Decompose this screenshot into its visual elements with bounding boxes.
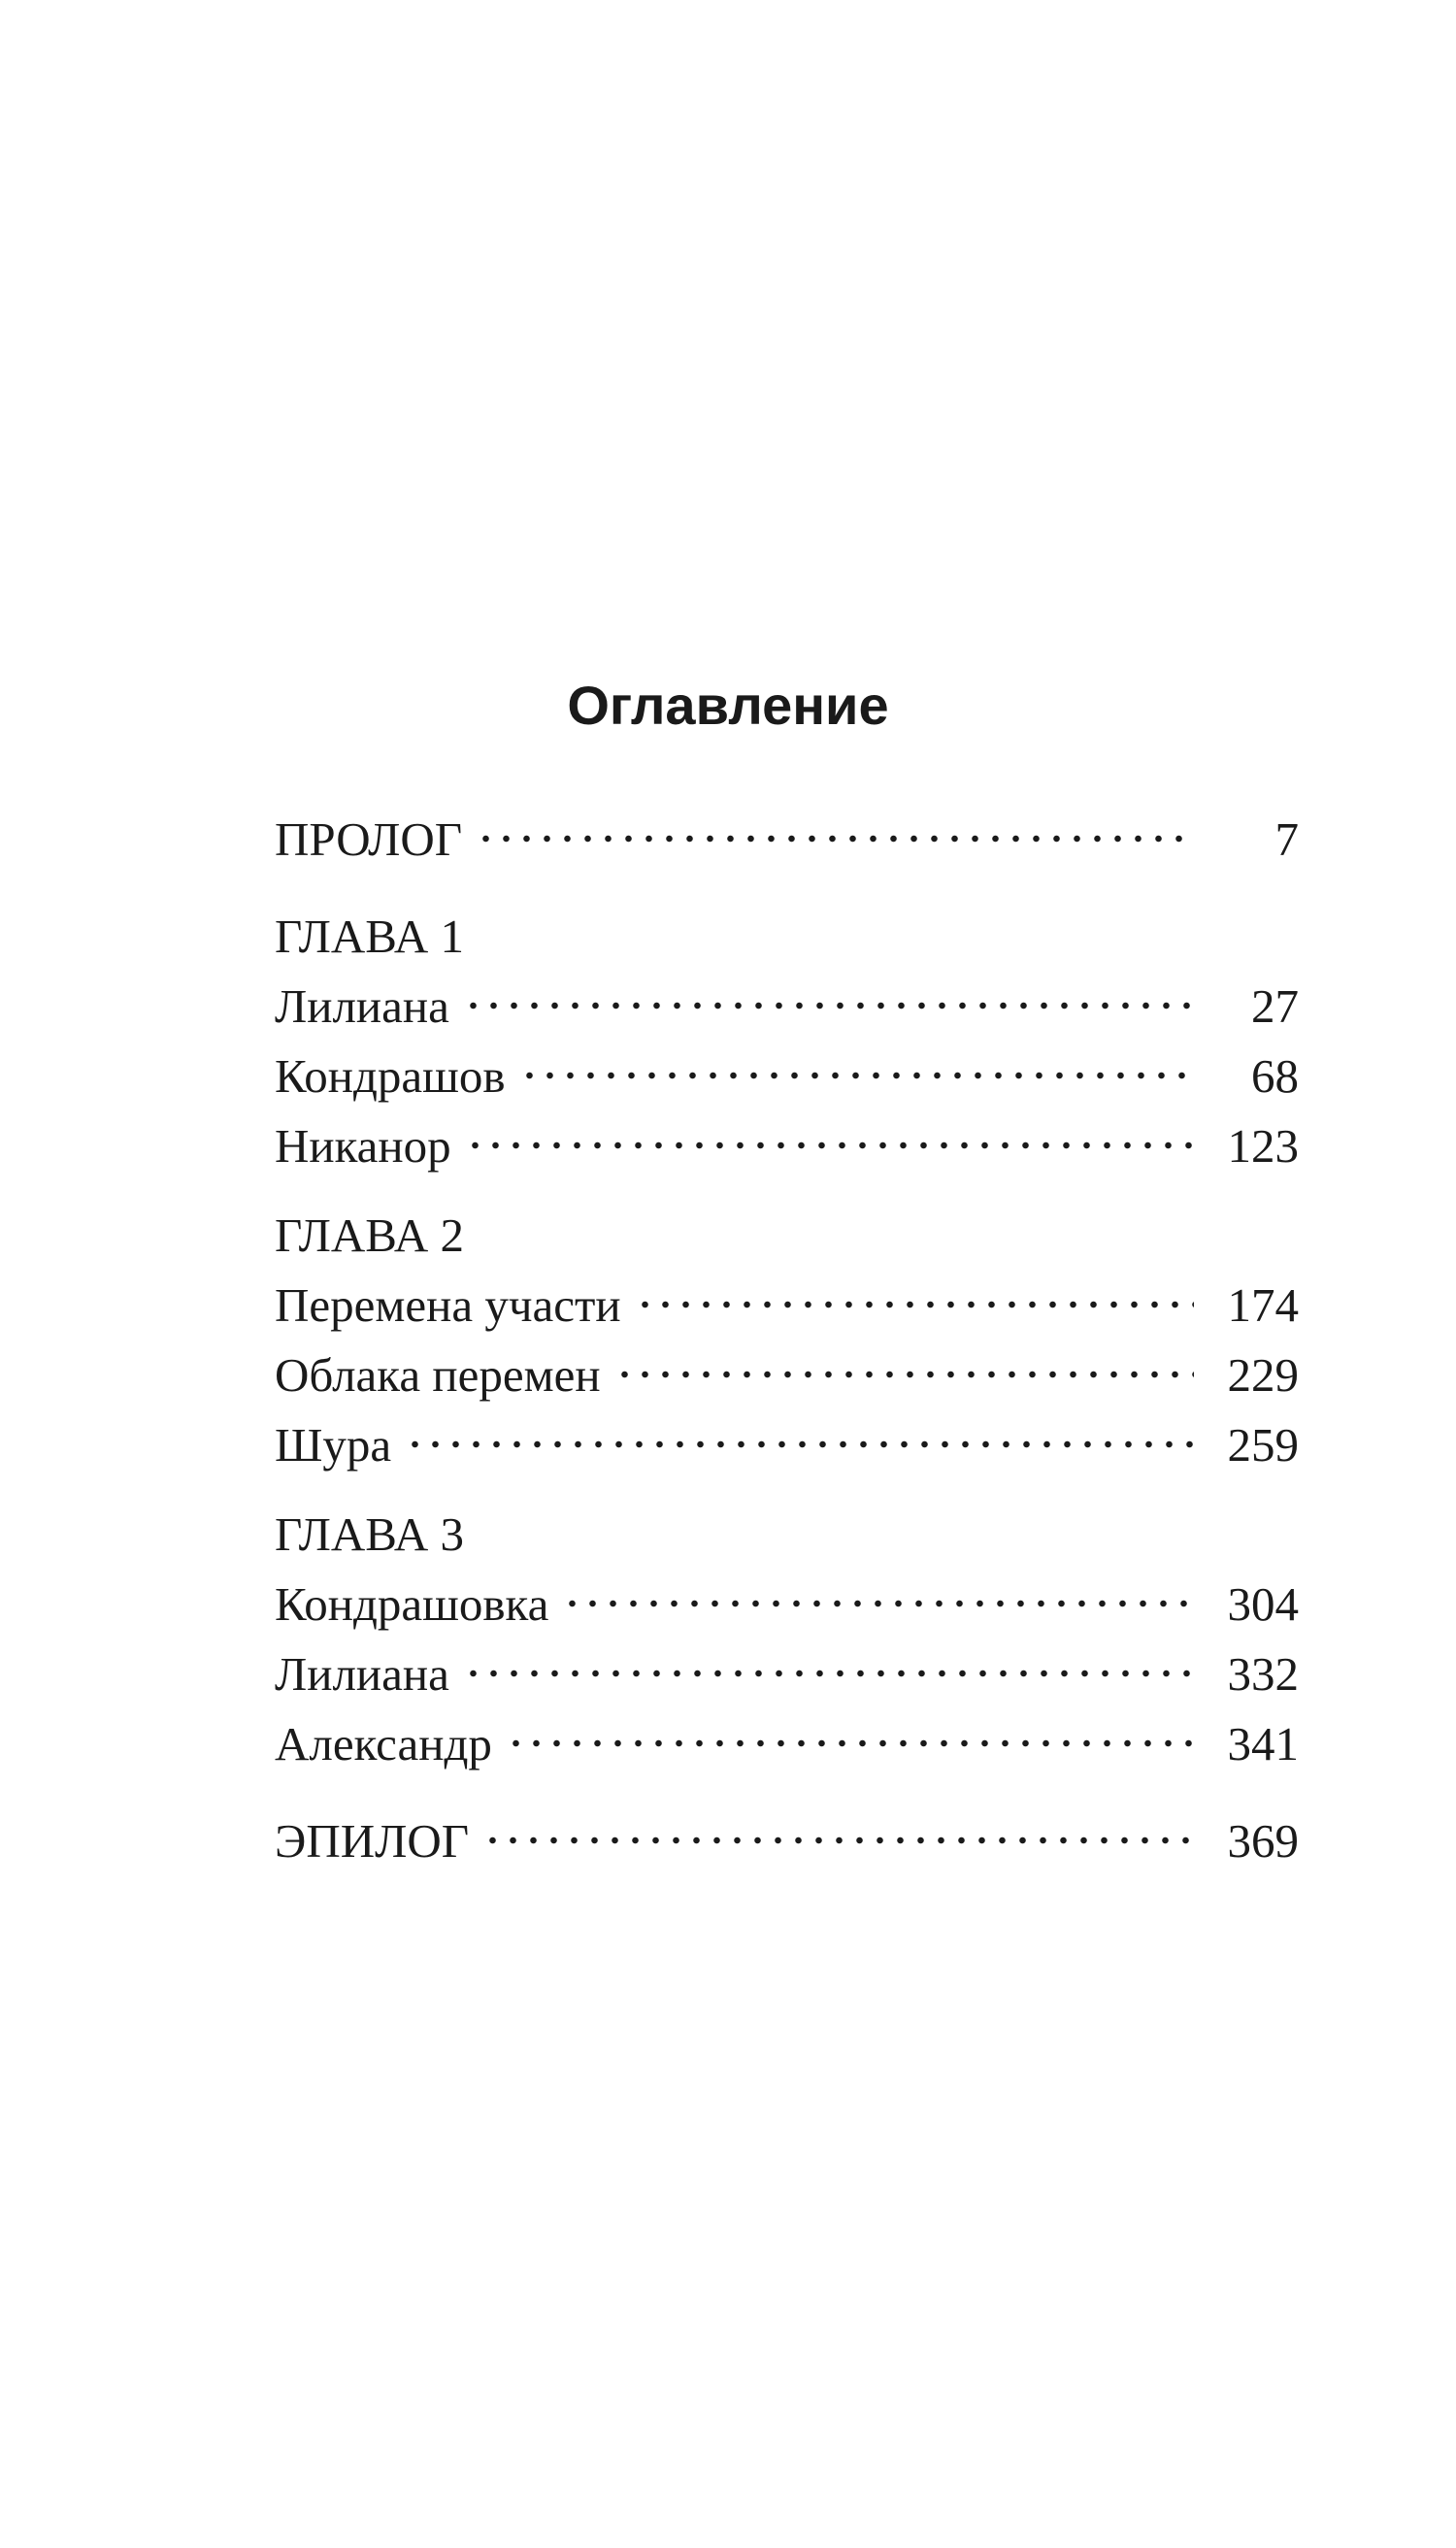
toc-entry [275,1409,1299,1479]
toc-entry-label: Лилиана [275,978,449,1033]
toc-entry [275,971,1299,1041]
dot-leader [562,1569,1194,1638]
chapter-heading-1: ГЛАВА 1 [275,909,464,963]
toc-entry [275,1638,1299,1708]
chapter-heading-2: ГЛАВА 2 [275,1208,464,1262]
toc-entry-epilogue [275,1805,1299,1875]
toc-entry-prologue [275,804,1299,874]
toc-entry-page: 341 [1227,1716,1299,1770]
toc-entry-label: Облака перемен [275,1347,601,1402]
dot-leader [614,1340,1194,1409]
table-of-contents [275,804,1299,1875]
dot-leader [635,1270,1194,1340]
toc-entry-label: ПРОЛОГ [275,811,463,866]
dot-leader [405,1409,1194,1479]
toc-entry-label: Шура [275,1417,392,1472]
dot-leader [463,1638,1194,1708]
dot-leader [482,1805,1194,1875]
chapter-heading-3: ГЛАВА 3 [275,1506,464,1561]
toc-entry-label: Кондрашов [275,1048,506,1103]
toc-entry [275,1569,1299,1638]
toc-entry [275,1041,1299,1110]
toc-entry [275,1708,1299,1778]
toc-entry-page: 27 [1251,978,1299,1033]
toc-entry-page: 304 [1227,1576,1299,1631]
page-title: Оглавление [567,675,889,736]
toc-entry-label: Кондрашовка [275,1576,549,1631]
toc-entry-page: 68 [1251,1048,1299,1103]
dot-leader [465,1110,1194,1180]
toc-entry-label: Перемена участи [275,1277,621,1332]
toc-entry-page: 7 [1274,811,1299,866]
toc-entry-page: 123 [1227,1118,1299,1173]
dot-leader [476,804,1194,874]
dot-leader [463,971,1194,1041]
toc-entry-page: 229 [1227,1347,1299,1402]
toc-entry-page: 259 [1227,1417,1299,1472]
toc-entry-page: 332 [1227,1646,1299,1701]
toc-entry-page: 174 [1227,1277,1299,1332]
toc-entry-page: 369 [1227,1813,1299,1868]
toc-entry [275,1270,1299,1340]
toc-entry-label: Никанор [275,1118,451,1173]
toc-entry [275,1110,1299,1180]
dot-leader [519,1041,1194,1110]
toc-entry-label: Лилиана [275,1646,449,1701]
dot-leader [506,1708,1194,1778]
toc-entry-label: Александр [275,1716,492,1770]
toc-entry [275,1340,1299,1409]
toc-entry-label: ЭПИЛОГ [275,1813,470,1868]
